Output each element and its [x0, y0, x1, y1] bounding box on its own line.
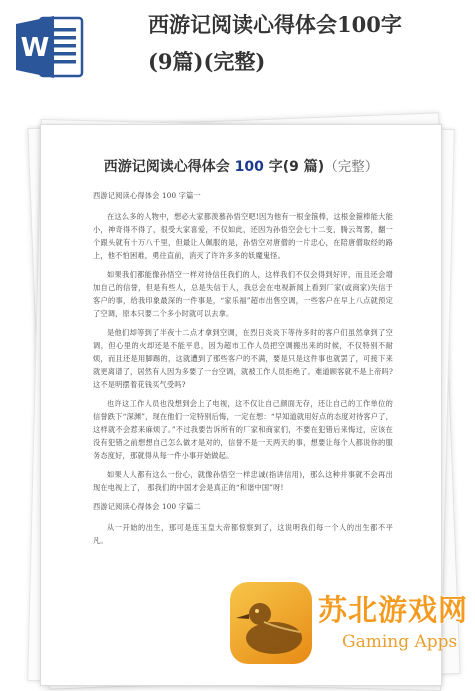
svg-text:W: W	[20, 33, 50, 63]
brand-name-en: Gaming Apps	[342, 632, 458, 652]
paragraph-6: 从一开始的出生，那可是连玉皇大帝都惊察到了，这说明我们每一个人的出生都不平凡。	[93, 523, 393, 545]
header	[0, 0, 475, 92]
paragraph-4: 也许这工作人员也没想到会上了电视，这不仅让自己颜面无存，还让自己的工作单位的信誉跌下“深渊”，现在他们一定特别后悔，一定在想：“早知道就用好点的态度对待客户了，这样就不会惹来麻烦了。”不过我要告诉所有的厂家和商家们，不要在犯错后来悔过，应该在没有犯错之前想想自己怎么做才是对的，信誉不是一天两天的事，想要让每个人都说你的服务态度好，那就得从每一件小事开始做起。	[93, 399, 393, 460]
paragraph-1: 在这么多的人物中，想必大家都羡慕孙悟空吧!因为他有一根金箍棒，这根金箍棒能大能小，神奇得不得了，很受大家喜爱，不仅如此，还因为孙悟空会七十二变，腾云驾雾，翻一个跟头就有十万八千里，但最让人佩服的是，孙悟空对唐僧的一片忠心，在陪唐僧取经的路上，他不怕困难，勇往直前，消灭了许许多多的妖魔鬼怪。	[93, 212, 393, 260]
doc-title-suffix: （完整）	[324, 159, 379, 175]
doc-title-prefix: 西游记阅读心得体会	[103, 159, 235, 175]
document-title	[41, 155, 441, 176]
paragraph-5: 如果人人都有这么一份心，就像孙悟空一样忠诚(指讲信用)，那么这种并事就不会再出现在电视上了， 那我们的中国才会是真正的“和谐中国”呀!	[93, 470, 393, 492]
document-body	[93, 183, 393, 553]
section-heading-1: 西游记阅读心得体会 100 字篇一	[93, 191, 201, 200]
title-line-1: 西游记阅读心得体会100字	[148, 12, 402, 37]
paragraph-3: 是他们却等到了半夜十二点才拿到空调，在烈日炎炎下等待多时的客户们虽然拿到了空调，但心里的火却还是不能平息，因为超市工作人员把空调搬出来的时候，不仅特别不耐烦，而且还是用脚踢的，这就遭到了那些客户的不满，要是只是这件事也就罢了，可接下来就更离谱了，居然有人因为多要了一台空调，就被工作人员拒绝了。难道顾客就不是上帝吗?这不是明摆着花钱买气受吗?	[93, 328, 393, 389]
doc-title-mid: 字	[263, 159, 283, 175]
page-title	[148, 6, 468, 80]
paragraph-2: 如果我们都能像孙悟空一样对待信任我们的人，这样我们不仅会得到好评，而且还会增加自己的信誉，但是有些人，总是失信于人，我总会在电视新闻上看到厂家(或商家)失信于客户的事，给我印象最深的一件事是，“家乐福”超市出售空调，一些客户在早上八点就预定了空调，原本只要二个多小时就可以去拿。	[93, 270, 393, 318]
doc-title-number: 100	[234, 159, 264, 175]
doc-title-count: (9 篇)	[282, 159, 325, 175]
duck-logo-icon	[230, 582, 312, 664]
word-document-icon	[14, 12, 86, 82]
brand-logo[interactable]	[230, 582, 470, 666]
section-heading-2: 西游记阅读心得体会 100 字篇二	[93, 502, 201, 511]
brand-name-cn: 苏北游戏网	[318, 593, 469, 627]
title-line-2: (9篇)(完整)	[148, 49, 266, 74]
